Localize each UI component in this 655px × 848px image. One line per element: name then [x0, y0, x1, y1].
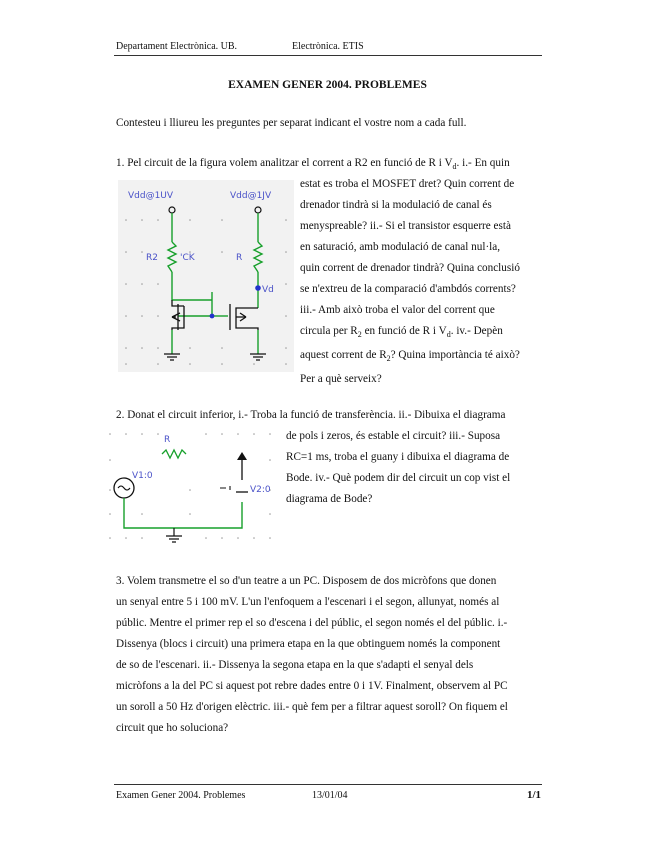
q1-resistor-r2	[168, 242, 176, 272]
footer-left: Examen Gener 2004. Problemes	[116, 790, 246, 801]
q1-vdd-left-label: Vdd@1UV	[128, 191, 174, 201]
q3-line-4: Dissenya (blocs i circuit) una primera etapa en la que obtinguem només la component	[116, 638, 501, 650]
q3-line-6: micròfons a la del PC si aquest pot rebre dades entre 0 i 1V. Finalment, observem al PC	[116, 680, 508, 692]
header-rule	[114, 55, 542, 56]
q3-body	[116, 571, 508, 739]
q1-line-9a: aquest corrent de R	[300, 349, 387, 362]
q1-line-1: estat es troba el MOSFET dret? Quin corrent de	[300, 178, 515, 190]
q1-lead-sub: d	[452, 162, 457, 172]
page-number: 1/1	[527, 789, 542, 801]
q2-schematic-svg	[106, 430, 274, 548]
q3-line-1: 3. Volem transmetre el so d'un teatre a un PC. Disposem de dos micròfons que donen	[116, 575, 497, 587]
q1-line-8-sub1: 2	[357, 330, 362, 340]
q2-schematic	[106, 430, 274, 548]
q2-r-label: R	[164, 435, 171, 445]
q1-line-9	[300, 345, 565, 369]
q1-line-8b: en funció de R i V	[361, 325, 447, 337]
q3-line-3: públic. Mentre el primer rep el so d'escena i del públic, el segon només el del públic. i.-	[116, 617, 508, 629]
q1-r-label: R	[236, 253, 243, 263]
q1-schematic	[118, 180, 294, 372]
q1-r2-label: R2	[146, 253, 158, 263]
q2-cap-label: V2:0	[250, 485, 271, 495]
q2-output-arrow	[237, 452, 247, 460]
q1-body	[300, 174, 565, 390]
q2-body	[286, 426, 541, 510]
q1-resistor-r	[254, 242, 262, 272]
q1-vd-node	[255, 285, 261, 291]
q1-line-9-sub: 2	[386, 354, 391, 364]
q1-line-8	[300, 321, 565, 345]
q1-line-3: menyspreable? ii.- Si el transistor esquerre està	[300, 220, 511, 232]
q1-r2-value: 'CK	[180, 253, 195, 263]
q2-line-2: RC=1 ms, troba el guany i dibuixa el diagrama de	[286, 451, 510, 463]
q1-schematic-svg	[118, 180, 294, 372]
q1-line-8a: circula per R	[300, 325, 358, 337]
q3-line-2: un senyal entre 5 i 100 mV. L'un l'enfoquem a l'escenari i el segon, allunyat, només al	[116, 596, 500, 608]
q2-resistor	[162, 450, 186, 458]
q2-lead: 2. Donat el circuit inferior, i.- Troba la funció de transferència. ii.- Dibuixa el diagrama	[116, 409, 506, 421]
q1-vdd-right-label: Vdd@1JV	[230, 191, 272, 201]
q1-mosfet-left	[172, 300, 184, 330]
header-right: Electrònica. ETIS	[292, 41, 364, 52]
header-left: Departament Electrònica. UB.	[116, 41, 238, 52]
q1-line-6: se n'extreu de la comparació d'ambdós corrents?	[300, 283, 516, 295]
q1-line-8c: . iv.- Depèn	[450, 325, 503, 337]
q1-lead-tail: . i.- En quin	[456, 157, 510, 169]
q1-line-4: en saturació, amb modulació de canal nul·la,	[300, 241, 501, 253]
q1-line-2: drenador tindrà si la modulació de canal és	[300, 199, 492, 211]
footer-rule	[114, 784, 542, 785]
q1-lead-text: 1. Pel circuit de la figura volem analitzar el corrent a R2 en funció de R i V	[116, 157, 453, 169]
q1-vdd-left-terminal	[169, 207, 175, 213]
q2-wires	[124, 498, 242, 528]
q1-mosfet-right	[230, 304, 258, 330]
q1-line-8-sub2: d	[446, 330, 451, 340]
q2-line-3: Bode. iv.- Què podem dir del circuit un cop vist el	[286, 472, 511, 484]
page-title: EXAMEN GENER 2004. PROBLEMES	[228, 79, 427, 91]
q2-source-label: V1:0	[132, 471, 153, 481]
footer-date: 13/01/04	[312, 790, 348, 801]
q1-gate-node	[210, 314, 215, 319]
intro-text: Contesteu i lliureu les preguntes per separat indicant el vostre nom a cada full.	[116, 117, 467, 129]
q1-grounds	[164, 354, 266, 360]
q2-source-symbol	[118, 486, 130, 490]
q1-wires	[172, 213, 258, 354]
q2-ground	[166, 528, 182, 542]
q2-cap-symbol	[220, 486, 230, 490]
q1-vdd-right-terminal	[255, 207, 261, 213]
q3-line-7: un soroll a 50 Hz d'origen elèctric. iii.- què fem per a filtrar aquest soroll? On fiquem el	[116, 701, 508, 713]
q1-line-7: iii.- Amb això troba el valor del corrent que	[300, 304, 495, 316]
q1-line-10: Per a què serveix?	[300, 373, 382, 386]
q2-line-1: de pols i zeros, és estable el circuit? iii.- Suposa	[286, 430, 501, 442]
q1-line-5: quin corrent de drenador tindrà? Quina conclusió	[300, 262, 520, 274]
q2-line-4: diagrama de Bode?	[286, 493, 373, 505]
q1-vd-label: Vd	[262, 285, 274, 295]
q3-line-8: circuit que ho soluciona?	[116, 722, 229, 734]
q3-line-5: de so de l'escenari. ii.- Dissenya la segona etapa en la que s'adapti el senyal dels	[116, 659, 474, 671]
q1-line-9b: ? Quina importància té això?	[390, 349, 520, 362]
